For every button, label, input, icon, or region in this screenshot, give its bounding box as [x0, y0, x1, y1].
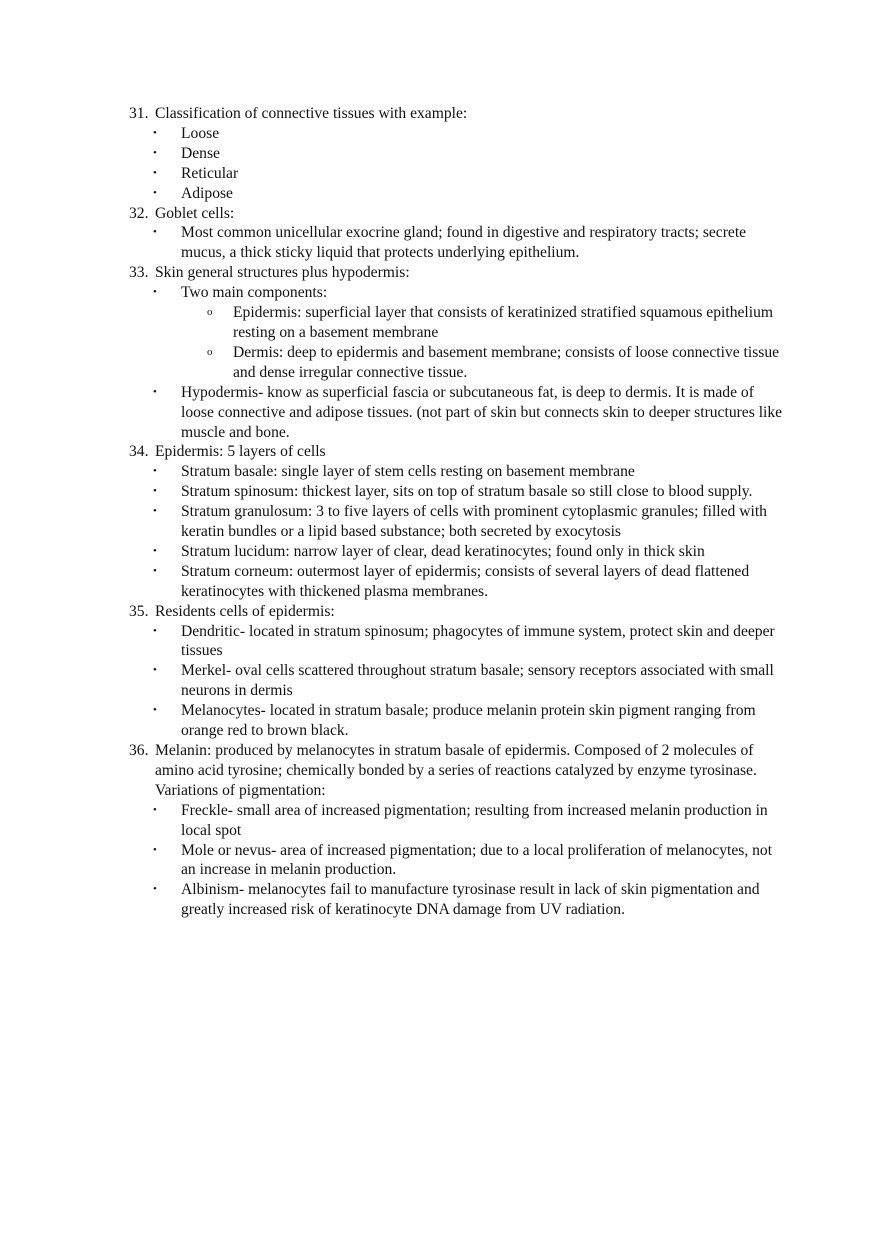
- bullet-icon: •: [153, 465, 157, 478]
- list-item: [153, 124, 789, 144]
- bullet-icon: •: [153, 843, 157, 856]
- item-number: 31.: [129, 105, 149, 122]
- sub-list-item-text: Epidermis: superficial layer that consists of keratinized stratified squamous epithelium resting on a basement membrane: [233, 304, 774, 341]
- sub-list-item: [207, 303, 789, 343]
- sub-list: [181, 303, 789, 383]
- list-item-text: Merkel- oval cells scattered throughout stratum basale; sensory receptors associated with small neurons in dermis: [181, 662, 774, 700]
- item-title: Epidermis: 5 layers of cells: [155, 443, 326, 461]
- list-item: [153, 383, 789, 443]
- bullet-icon: •: [153, 485, 157, 498]
- list-item: [153, 701, 789, 741]
- bullet-icon: •: [153, 186, 157, 199]
- bullet-list: [129, 801, 789, 920]
- list-item: [153, 283, 789, 383]
- bullet-icon: •: [153, 126, 157, 139]
- list-item-text: Adipose: [181, 184, 233, 202]
- item-number: 35.: [129, 602, 149, 620]
- bullet-icon: •: [153, 505, 157, 518]
- bullet-icon: •: [153, 664, 157, 677]
- list-item: [153, 482, 789, 502]
- bullet-list: [129, 283, 789, 442]
- list-item: [153, 184, 789, 204]
- list-item-text: Melanocytes- located in stratum basale; produce melanin protein skin pigment ranging from orange red to brown black.: [181, 702, 756, 740]
- item-number: 34.: [129, 443, 149, 461]
- list-item: [153, 164, 789, 184]
- bullet-icon: •: [153, 226, 157, 239]
- item-32: [129, 204, 789, 224]
- bullet-icon: •: [153, 544, 157, 557]
- bullet-list: [129, 462, 789, 601]
- item-33: [129, 263, 789, 283]
- list-item-text: Albinism- melanocytes fail to manufacture tyrosinase result in lack of skin pigmentation and greatly increased risk of keratinocyte DNA damage from UV radiation.: [181, 881, 760, 919]
- list-item-text: Freckle- small area of increased pigmentation; resulting from increased melanin production in local spot: [181, 801, 768, 839]
- bullet-list: [129, 223, 789, 263]
- list-item-text: Stratum spinosum: thickest layer, sits on top of stratum basale so still close to blood supply.: [181, 483, 753, 501]
- item-34: [129, 442, 789, 462]
- item-31: [129, 104, 789, 124]
- bullet-list: [129, 622, 789, 741]
- circle-bullet-icon: o: [207, 306, 213, 319]
- circle-bullet-icon: o: [207, 345, 213, 358]
- item-number: 36.: [129, 742, 149, 759]
- list-item: [153, 841, 789, 881]
- bullet-icon: •: [153, 883, 157, 896]
- list-item-text: Hypodermis- know as superficial fascia or subcutaneous fat, is deep to dermis. It is made of loose connective and adipose tissues. (not part of skin but connects skin to deeper structures like muscle and bone.: [181, 383, 783, 441]
- item-subtitle: Variations of pigmentation:: [155, 781, 326, 799]
- bullet-icon: •: [153, 146, 157, 159]
- list-item: [153, 622, 789, 662]
- list-item: [153, 542, 789, 562]
- bullet-icon: •: [153, 166, 157, 179]
- list-item-text: Dense: [181, 144, 220, 162]
- item-number: 33.: [129, 264, 149, 282]
- item-title: Melanin: produced by melanocytes in stratum basale of epidermis. Composed of 2 molecules of amino acid tyrosine; chemically bonded by a series of reactions catalyzed by enzyme tyrosinase.: [155, 742, 757, 779]
- bullet-icon: •: [153, 624, 157, 637]
- bullet-icon: •: [153, 704, 157, 717]
- bullet-icon: •: [153, 803, 157, 816]
- list-item: [153, 880, 789, 920]
- bullet-icon: •: [153, 286, 157, 299]
- list-item-text: Stratum granulosum: 3 to five layers of cells with prominent cytoplasmic granules; filled with keratin bundles or a lipid based substance; both secreted by exocytosis: [181, 503, 767, 541]
- item-number: 32.: [129, 204, 149, 222]
- item-title: Classification of connective tissues with example:: [155, 105, 468, 122]
- sub-list-item: [207, 343, 789, 383]
- item-title: Residents cells of epidermis:: [155, 602, 335, 620]
- list-item-text: Stratum corneum: outermost layer of epidermis; consists of several layers of dead flattened keratinocytes with thickened plasma membranes.: [181, 562, 750, 600]
- list-item: [153, 223, 789, 263]
- list-item-text: Loose: [181, 124, 220, 142]
- list-item: [153, 801, 789, 841]
- list-item: [153, 462, 789, 482]
- bullet-icon: •: [153, 385, 157, 398]
- notes-body: [129, 104, 789, 920]
- sub-list-item-text: Dermis: deep to epidermis and basement membrane; consists of loose connective tissue and dense irregular connective tissue.: [233, 343, 780, 381]
- list-item: [153, 562, 789, 602]
- list-item-text: Dendritic- located in stratum spinosum; phagocytes of immune system, protect skin and deeper tissues: [181, 622, 775, 660]
- item-title: Goblet cells:: [155, 204, 235, 222]
- list-item-text: Reticular: [181, 164, 239, 182]
- list-item: [153, 144, 789, 164]
- list-item-text: Two main components:: [181, 284, 328, 302]
- list-item: [153, 502, 789, 542]
- item-35: [129, 602, 789, 622]
- item-36: [129, 741, 789, 801]
- list-item-text: Most common unicellular exocrine gland; found in digestive and respiratory tracts; secrete mucus, a thick sticky liquid that protects underlying epithelium.: [181, 224, 747, 262]
- bullet-icon: •: [153, 564, 157, 577]
- item-title: Skin general structures plus hypodermis:: [155, 264, 410, 282]
- list-item-text: Stratum lucidum: narrow layer of clear, dead keratinocytes; found only in thick skin: [181, 542, 705, 560]
- list-item-text: Mole or nevus- area of increased pigmentation; due to a local proliferation of melanocytes, not an increase in melanin production.: [181, 841, 773, 879]
- list-item: [153, 661, 789, 701]
- bullet-list: [129, 124, 789, 204]
- list-item-text: Stratum basale: single layer of stem cells resting on basement membrane: [181, 463, 635, 481]
